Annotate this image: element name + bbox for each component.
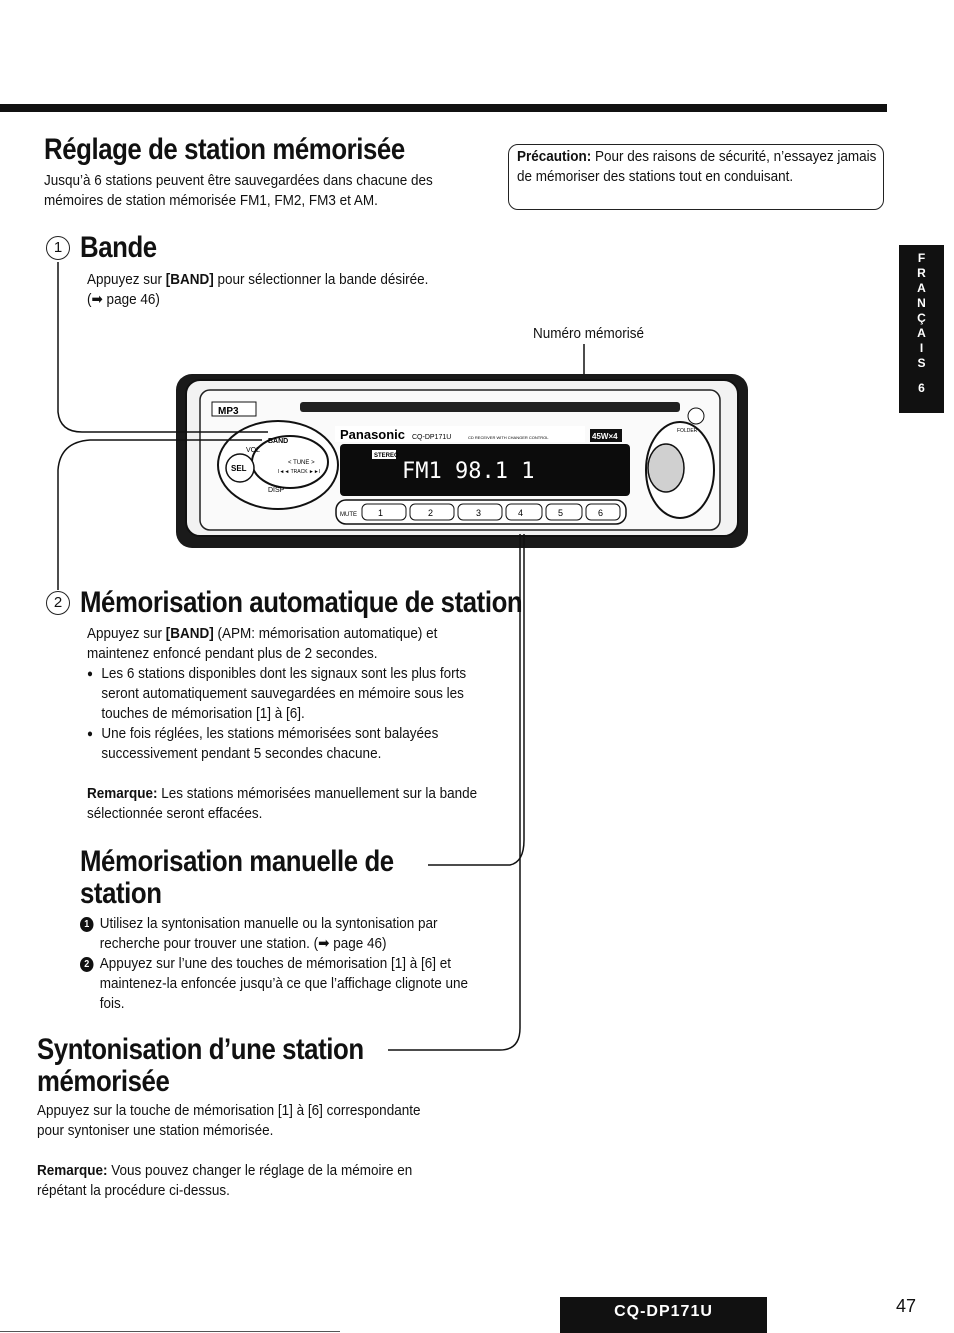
manual-step2-text: Appuyez sur l’une des touches de mémorisation [1] à [6] et maintenez-la enfoncée jusqu’à ce que l’affichage clignote une fois. bbox=[99, 955, 469, 1012]
manual-step-list bbox=[80, 914, 494, 1014]
band-title: Bande bbox=[80, 231, 158, 264]
band-text-a: Appuyez sur bbox=[87, 271, 166, 288]
folder-label[interactable]: FOLDER bbox=[677, 428, 698, 434]
footer-rule bbox=[0, 1331, 340, 1332]
manual-steps bbox=[80, 914, 494, 1014]
band-key: [BAND] bbox=[165, 271, 214, 288]
apm-text-a: Appuyez sur bbox=[87, 625, 166, 642]
apm-title: Mémorisation automatique de station bbox=[80, 586, 523, 619]
step-dot-2: 2 bbox=[80, 957, 94, 972]
list-item bbox=[80, 954, 494, 1014]
side-tab-letter: Ç bbox=[917, 311, 926, 325]
band-text-b: pour sélectionner la bande désirée. bbox=[213, 271, 429, 288]
recall-title-line2: mémorisée bbox=[37, 1065, 170, 1098]
section-manual-heading bbox=[80, 846, 445, 910]
brand-logo: Panasonic bbox=[340, 427, 406, 442]
recall-note-label: Remarque: bbox=[37, 1162, 108, 1179]
preset-button-1[interactable]: 1 bbox=[378, 508, 384, 518]
recall-note bbox=[37, 1161, 433, 1201]
side-tab-letter: A bbox=[917, 281, 926, 295]
preset-button-2[interactable]: 2 bbox=[428, 508, 434, 518]
side-tab-number: 6 bbox=[918, 381, 925, 395]
disp-button[interactable]: DISP bbox=[268, 487, 285, 494]
vol-label[interactable]: VOL bbox=[246, 447, 261, 454]
list-item bbox=[80, 914, 494, 954]
side-tab-letter: N bbox=[917, 296, 926, 310]
section-apm-heading bbox=[46, 587, 595, 619]
caution-label: Précaution: bbox=[517, 148, 592, 165]
sel-button[interactable]: SEL bbox=[231, 464, 247, 473]
side-tab-letter: I bbox=[919, 341, 924, 355]
memory-number-label: Numéro mémorisé bbox=[533, 325, 645, 342]
step-number-1: 1 bbox=[46, 236, 70, 260]
preset-button-5[interactable]: 5 bbox=[558, 508, 564, 518]
manual-title-line2: station bbox=[80, 877, 162, 910]
model-label: CQ-DP171U bbox=[412, 434, 452, 441]
apm-note-label: Remarque: bbox=[87, 785, 158, 802]
intro-text: Jusqu’à 6 stations peuvent être sauvegardées dans chacune des mémoires de station mémorisée FM1, FM2, FM3 et AM. bbox=[44, 172, 433, 209]
apm-text bbox=[87, 624, 492, 664]
side-tab-letter: S bbox=[917, 356, 926, 370]
list-item: ● Les 6 stations disponibles dont les signaux sont les plus forts seront automatiquement sauvegardées en mémoire sous les touches de mémorisation [1] à [6]. bbox=[87, 664, 492, 724]
manual-step1-text: Utilisez la syntonisation manuelle ou la syntonisation par recherche pour trouver une station. (➡ page 46) bbox=[99, 915, 438, 952]
mp3-logo: MP3 bbox=[218, 406, 239, 417]
apm-bullets bbox=[87, 664, 492, 764]
recall-note-text: Vous pouvez changer le réglage de la mémoire en répétant la procédure ci-dessus. bbox=[37, 1162, 413, 1199]
side-tab-letter: R bbox=[917, 266, 926, 280]
preset-button-6[interactable]: 6 bbox=[598, 508, 604, 518]
stereo-indicator: STEREO bbox=[374, 453, 399, 459]
section-recall-heading bbox=[37, 1034, 417, 1098]
list-item: ● Une fois réglées, les stations mémorisées sont balayées successivement pendant 5 secondes chacune. bbox=[87, 724, 492, 764]
band-button-label[interactable]: BAND bbox=[268, 438, 289, 445]
model-sub-label: CD RECEIVER WITH CHANGER CONTROL bbox=[468, 435, 549, 440]
apm-text-b: (APM: mémorisation automatique) et maintenez enfoncé pendant plus de 2 secondes. bbox=[87, 625, 438, 662]
recall-body bbox=[37, 1101, 433, 1201]
footer-model-bar: CQ-DP171U bbox=[560, 1297, 767, 1333]
watt-label: 45W×4 bbox=[592, 432, 618, 441]
step-number-2: 2 bbox=[46, 591, 70, 615]
mute-label[interactable]: MUTE bbox=[340, 512, 357, 518]
tune-button[interactable]: < TUNE > bbox=[288, 460, 315, 466]
apm-note bbox=[87, 784, 492, 824]
caution-text: Pour des raisons de sécurité, n’essayez jamais de mémoriser des stations tout en conduisant. bbox=[517, 148, 877, 185]
recall-title-line1: Syntonisation d’une station bbox=[37, 1033, 364, 1066]
apm-body bbox=[87, 624, 492, 824]
side-tab-letter: A bbox=[917, 326, 926, 340]
preset-button-3[interactable]: 3 bbox=[476, 508, 482, 518]
recall-text: Appuyez sur la touche de mémorisation [1] à [6] correspondante pour syntoniser une station mémorisée. bbox=[37, 1102, 421, 1139]
apm-key: [BAND] bbox=[165, 625, 214, 642]
band-page-ref: (➡ page 46) bbox=[87, 291, 160, 308]
track-button[interactable]: I◄◄ TRACK ►►I bbox=[278, 469, 321, 475]
apm-note-text: Les stations mémorisées manuellement sur la bande sélectionnée seront effacées. bbox=[87, 785, 478, 822]
page-title: Réglage de station mémorisée bbox=[44, 133, 405, 166]
side-tab-letter: F bbox=[917, 251, 926, 265]
manual-title-line1: Mémorisation manuelle de bbox=[80, 845, 394, 878]
step-dot-1: 1 bbox=[80, 917, 94, 932]
lcd-display: FM1 98.1 1 bbox=[402, 459, 535, 484]
preset-button-4[interactable]: 4 bbox=[518, 508, 524, 518]
page-number: 47 bbox=[896, 1296, 917, 1316]
